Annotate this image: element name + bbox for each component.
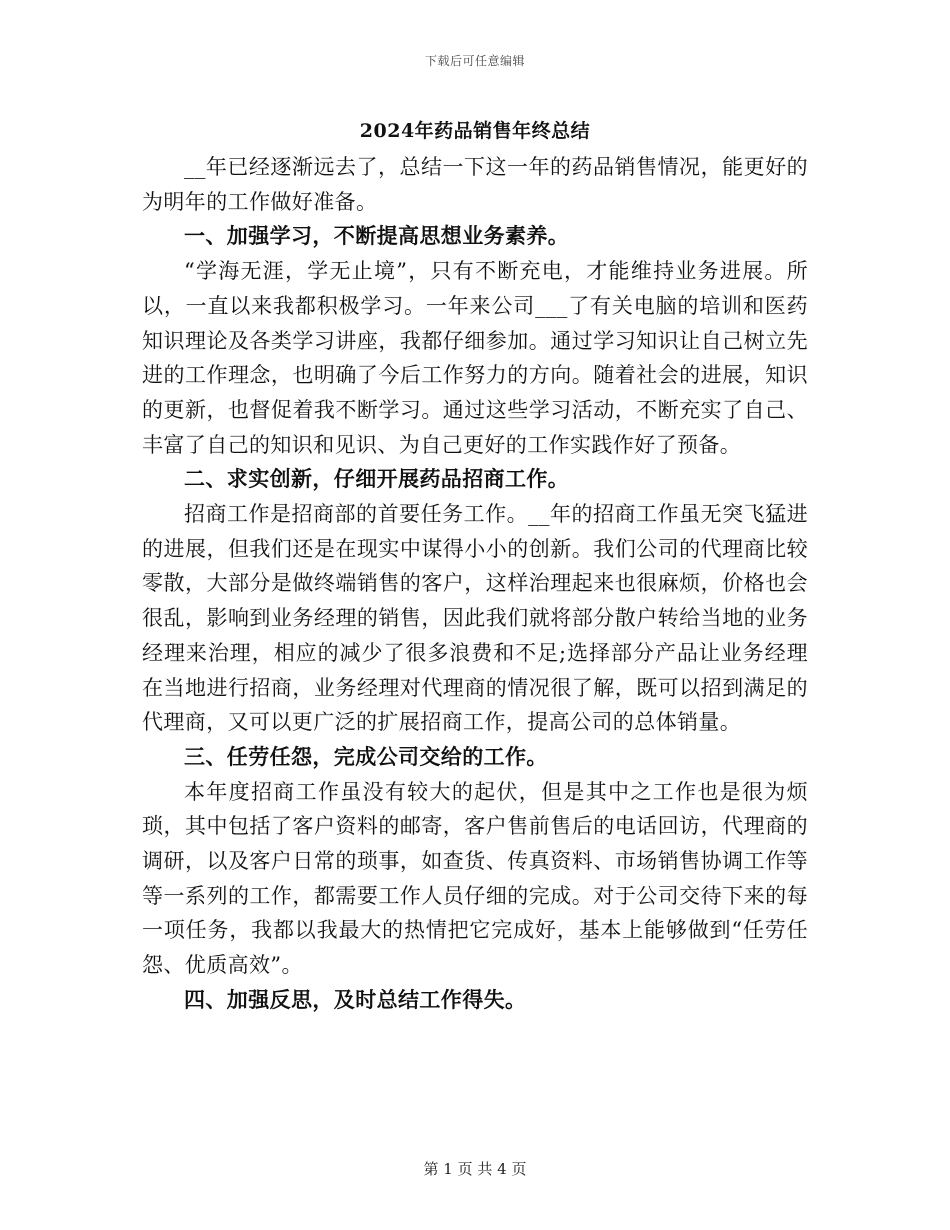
section-heading-4: 四、加强反思，及时总结工作得失。 — [184, 986, 527, 1012]
page-header: 下载后可任意编辑 — [424, 54, 525, 68]
section-heading-2: 二、求实创新，仔细开展药品招商工作。 — [184, 466, 570, 492]
document-body — [142, 150, 808, 1018]
section-heading-1: 一、加强学习，不断提高思想业务素养。 — [184, 223, 570, 249]
document-title: 2024年药品销售年终总结 — [359, 120, 591, 142]
intro-paragraph: __年已经逐渐远去了，总结一下这一年的药品销售情况，能更好的为明年的工作做好准备。 — [142, 155, 808, 214]
page-footer: 第 1 页 共 4 页 — [423, 1160, 527, 1178]
section-heading-3: 三、任劳任怨，完成公司交给的工作。 — [184, 743, 548, 769]
section-2-paragraph: 招商工作是招商部的首要任务工作。__年的招商工作虽无突飞猛进的进展，但我们还是在现实中谋得小小的创新。我们公司的代理商比较零散，大部分是做终端销售的客户，这样治理起来也很麻烦，价格也会很乱，影响到业务经理的销售，因此我们就将部分散户转给当地的业务经理来治理，相应的减少了很多浪费和不足;选择部分产品让业务经理在当地进行招商，业务经理对代理商的情况很了解，既可以招到满足的代理商，又可以更广泛的扩展招商工作，提高公司的总体销量。 — [142, 502, 808, 735]
section-1-paragraph: “学海无涯，学无止境”，只有不断充电，才能维持业务进展。所以，一直以来我都积极学习。一年来公司___了有关电脑的培训和医药知识理论及各类学习讲座，我都仔细参加。通过学习知识让自己树立先进的工作理念，也明确了今后工作努力的方向。随着社会的进展，知识的更新，也督促着我不断学习。通过这些学习活动，不断充实了自己、丰富了自己的知识和见识、为自己更好的工作实践作好了预备。 — [142, 259, 808, 457]
section-3-paragraph: 本年度招商工作虽没有较大的起伏，但是其中之工作也是很为烦琐，其中包括了客户资料的邮寄，客户售前售后的电话回访，代理商的调研，以及客户日常的琐事，如查货、传真资料、市场销售协调工作等等一系列的工作，都需要工作人员仔细的完成。对于公司交待下来的每一项任务，我都以我最大的热情把它完成好，基本上能够做到“任劳任怨、优质高效”。 — [142, 779, 808, 978]
